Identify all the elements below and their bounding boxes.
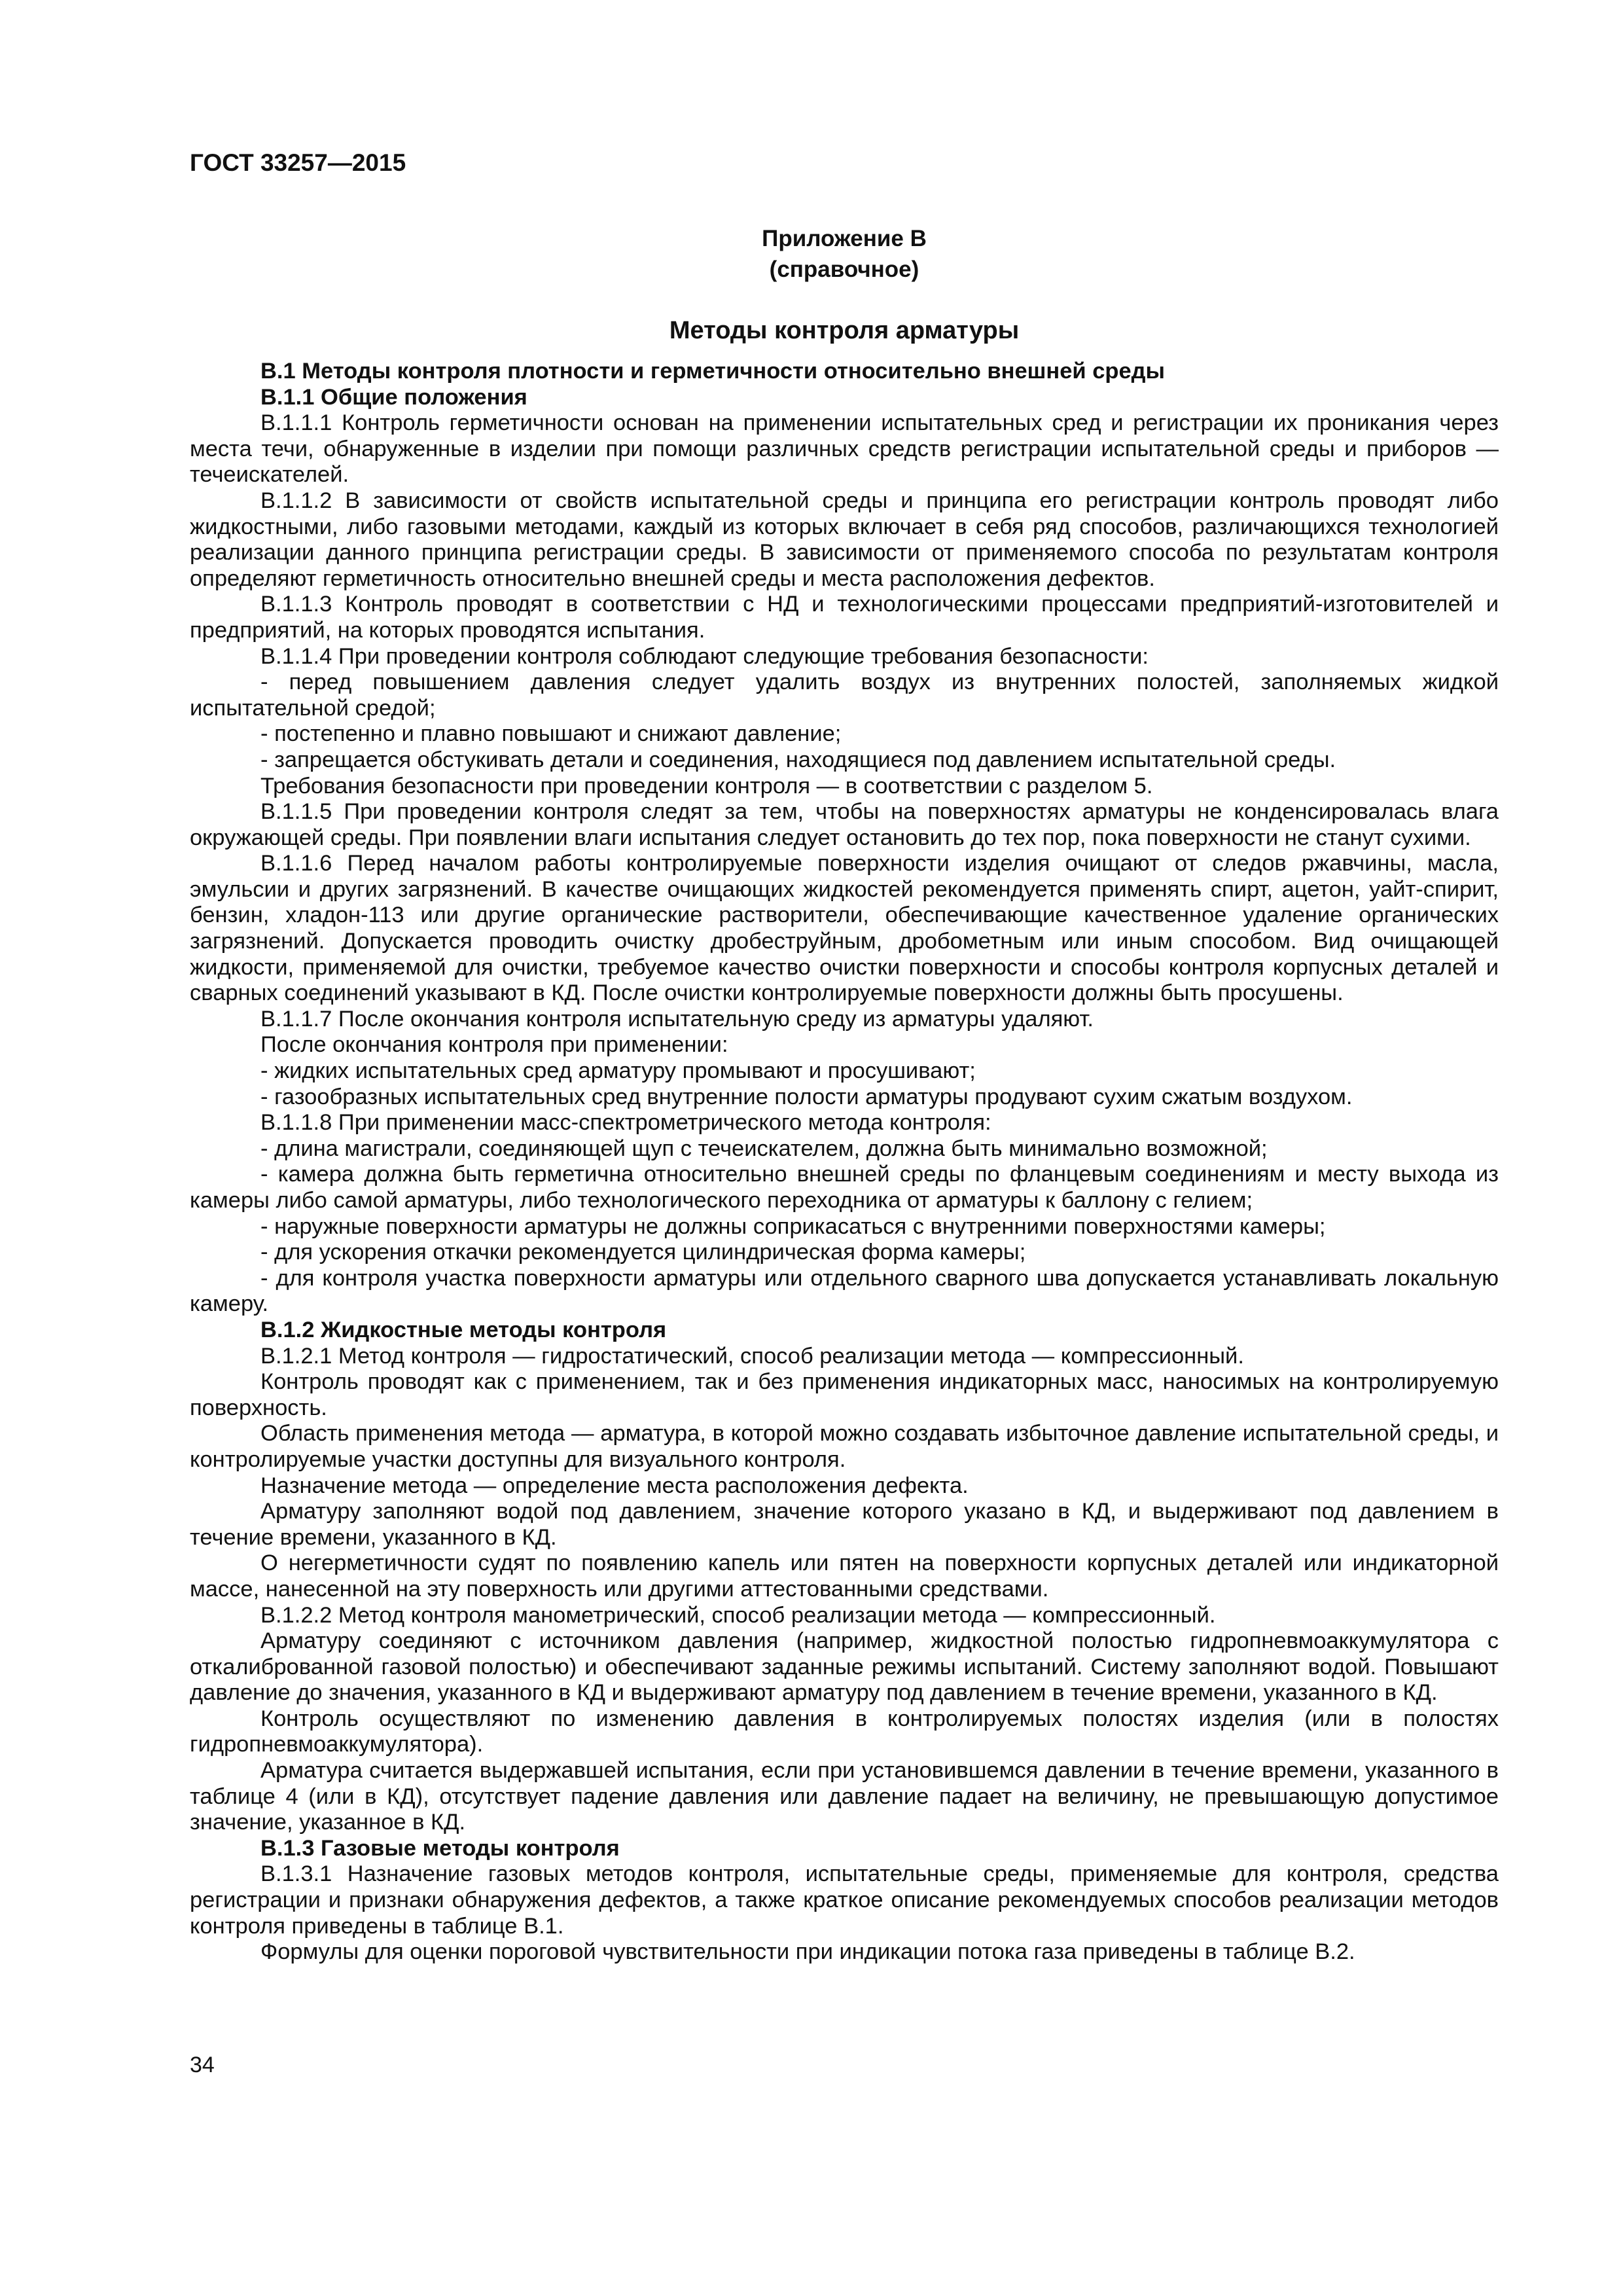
- paragraph: Назначение метода — определение места расположения дефекта.: [260, 1473, 969, 1498]
- paragraph: В.1.1.5 При проведении контроля следят за тем, чтобы на поверхностях арматуры не конденсировалась влага окружающей среды. При появлении влаги испытания следует остановить до тех пор, пока поверхности не станут сухими.: [190, 799, 1499, 850]
- paragraph: В.1.2.2 Метод контроля манометрический, способ реализации метода — компрессионный.: [260, 1602, 1216, 1628]
- subsection-heading: В.1.2 Жидкостные методы контроля: [260, 1317, 667, 1342]
- paragraph: В.1.1.3 Контроль проводят в соответствии с НД и технологическими процессами предприятий-изготовителей и предприятий, на которых проводятся испытания.: [190, 592, 1499, 643]
- section-heading: В.1 Методы контроля плотности и герметичности относительно внешней среды: [260, 359, 1166, 384]
- paragraph: В.1.1.2 В зависимости от свойств испытательной среды и принципа его регистрации контроль проводят либо жидкостными, либо газовыми методами, каждый из которых включает в себя ряд способов, различающихся технологией реализации данного принципа регистрации среды. В зависимости от применяемого способа по результатам контроля определяют герметичность относительно внешней среды и места расположения дефектов.: [190, 488, 1499, 591]
- list-item: - запрещается обстукивать детали и соединения, находящиеся под давлением испытательной среды.: [260, 747, 1336, 772]
- paragraph: В.1.1.4 При проведении контроля соблюдают следующие требования безопасности:: [260, 643, 1149, 669]
- document-body: [190, 359, 1499, 1965]
- paragraph: В.1.1.7 После окончания контроля испытательную среду из арматуры удаляют.: [260, 1006, 1094, 1031]
- subsection-heading: В.1.3 Газовые методы контроля: [260, 1835, 620, 1861]
- paragraph: Формулы для оценки пороговой чувствительности при индикации потока газа приведены в таблице В.2.: [260, 1939, 1355, 1965]
- paragraph: Контроль осуществляют по изменению давления в контролируемых полостях изделия (или в полостях гидропневмоаккумулятора).: [190, 1706, 1499, 1757]
- paragraph: О негерметичности судят по появлению капель или пятен на поверхности корпусных деталей или индикаторной массе, нанесенной на эту поверхность или другими аттестованными средствами.: [190, 1551, 1499, 1602]
- paragraph: После окончания контроля при применении:: [260, 1032, 728, 1058]
- paragraph: В.1.2.1 Метод контроля — гидростатический, способ реализации метода — компрессионный.: [260, 1343, 1244, 1369]
- list-item: - для ускорения откачки рекомендуется цилиндрическая форма камеры;: [260, 1240, 1026, 1265]
- list-item: - камера должна быть герметична относительно внешней среды по фланцевым соединениям и месту выхода из камеры либо самой арматуры, либо технологического переходника от арматуры к баллону с гелием;: [190, 1162, 1499, 1213]
- appendix-label: Приложение В: [762, 226, 927, 251]
- paragraph: Арматуру соединяют с источником давления (например, жидкостной полостью гидропневмоаккумулятора с откалиброванной газовой полостью) и обеспечивают заданные режимы испытаний. Систему заполняют водой. Повышают давление до значения, указанного в КД и выдерживают арматуру под давлением в течение времени, указанного в КД.: [190, 1628, 1499, 1706]
- paragraph: В.1.3.1 Назначение газовых методов контроля, испытательные среды, применяемые для контроля, средства регистрации и признаки обнаружения дефектов, а также краткое описание рекомендуемых способов реализации методов контроля приведены в таблице В.1.: [190, 1861, 1499, 1939]
- paragraph: Область применения метода — арматура, в которой можно создавать избыточное давление испытательной среды, и контролируемые участки доступны для визуального контроля.: [190, 1421, 1499, 1472]
- list-item: - газообразных испытательных сред внутренние полости арматуры продувают сухим сжатым воздухом.: [260, 1084, 1353, 1109]
- paragraph: Арматуру заполняют водой под давлением, значение которого указано в КД, и выдерживают под давлением в течение времени, указанного в КД.: [190, 1499, 1499, 1550]
- appendix-status: (справочное): [769, 257, 919, 282]
- paragraph: В.1.1.1 Контроль герметичности основан на применении испытательных сред и регистрации их проникания через места течи, обнаруженные в изделии при помощи различных средств регистрации испытательной среды и приборов — течеискателей.: [190, 410, 1499, 488]
- paragraph: Контроль проводят как с применением, так и без применения индикаторных масс, наносимых на контролируемую поверхность.: [190, 1369, 1499, 1420]
- paragraph: Арматура считается выдержавшей испытания, если при установившемся давлении в течение времени, указанного в таблице 4 (или в КД), отсутствует падение давления или давление падает на величину, не превышающую допустимое значение, указанное в КД.: [190, 1758, 1499, 1835]
- paragraph: В.1.1.6 Перед началом работы контролируемые поверхности изделия очищают от следов ржавчины, масла, эмульсии и других загрязнений. В качестве очищающих жидкостей рекомендуется применять спирт, ацетон, уайт-спирит, бензин, хладон-113 или другие органические растворители, обеспечивающие качественное удаление органических загрязнений. Допускается проводить очистку дробеструйным, дробометным или иным способом. Вид очищающей жидкости, применяемой для очистки, требуемое качество очистки поверхности и способы контроля корпусных деталей и сварных соединений указывают в КД. После очистки контролируемые поверхности должны быть просушены.: [190, 851, 1499, 1006]
- list-item: - постепенно и плавно повышают и снижают давление;: [260, 721, 842, 747]
- list-item: - для контроля участка поверхности арматуры или отдельного сварного шва допускается устанавливать локальную камеру.: [190, 1265, 1499, 1317]
- paragraph: В.1.1.8 При применении масс-спектрометрического метода контроля:: [260, 1110, 991, 1136]
- list-item: - длина магистрали, соединяющей щуп с течеискателем, должна быть минимально возможной;: [260, 1136, 1268, 1161]
- page-number: 34: [190, 2053, 215, 2077]
- list-item: - перед повышением давления следует удалить воздух из внутренних полостей, заполняемых жидкой испытательной средой;: [190, 670, 1499, 721]
- standard-header: ГОСТ 33257—2015: [190, 149, 406, 176]
- subsection-heading: В.1.1 Общие положения: [260, 384, 527, 410]
- list-item: - наружные поверхности арматуры не должны соприкасаться с внутренними поверхностями камеры;: [260, 1213, 1326, 1239]
- paragraph: Требования безопасности при проведении контроля — в соответствии с разделом 5.: [260, 773, 1153, 798]
- appendix-title: Методы контроля арматуры: [669, 317, 1020, 344]
- list-item: - жидких испытательных сред арматуру промывают и просушивают;: [260, 1058, 976, 1084]
